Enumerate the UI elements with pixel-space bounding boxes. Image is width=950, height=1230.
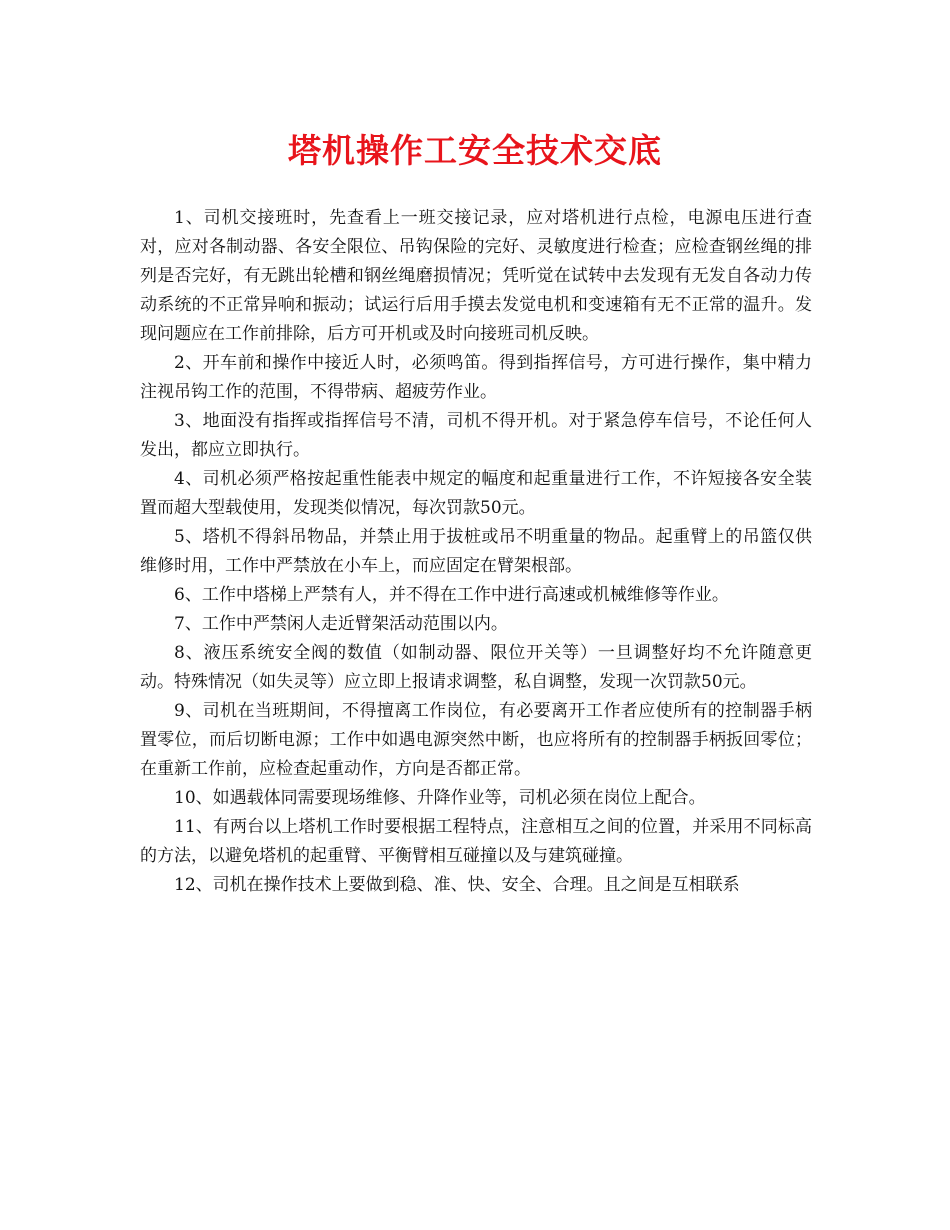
paragraph-4: 4、司机必须严格按起重性能表中规定的幅度和起重量进行工作，不许短接各安全装置而超大型载使用，发现类似情况，每次罚款50元。 [140, 469, 812, 518]
paragraph-5: 5、塔机不得斜吊物品，并禁止用于拔桩或吊不明重量的物品。起重臂上的吊篮仅供维修时用，工作中严禁放在小车上，而应固定在臂架根部。 [140, 527, 812, 576]
paragraph-12: 12、司机在操作技术上要做到稳、准、快、安全、合理。且之间是互相联系 [174, 875, 740, 895]
paragraph-3: 3、地面没有指挥或指挥信号不清，司机不得开机。对于紧急停车信号，不论任何人发出，都应立即执行。 [140, 411, 812, 460]
paragraph-9: 9、司机在当班期间，不得擅离工作岗位，有必要离开工作者应使所有的控制器手柄置零位，而后切断电源；工作中如遇电源突然中断，也应将所有的控制器手柄扳回零位；在重新工作前，应检查起重动作，方向是否都正常。 [140, 701, 812, 779]
document-body [140, 204, 812, 900]
paragraph-8: 8、液压系统安全阀的数值（如制动器、限位开关等）一旦调整好均不允许随意更动。特殊情况（如失灵等）应立即上报请求调整，私自调整，发现一次罚款50元。 [140, 643, 812, 692]
paragraph-6: 6、工作中塔梯上严禁有人，并不得在工作中进行高速或机械维修等作业。 [174, 585, 729, 605]
paragraph-11: 11、有两台以上塔机工作时要根据工程特点，注意相互之间的位置，并采用不同标高的方法，以避免塔机的起重臂、平衡臂相互碰撞以及与建筑碰撞。 [140, 817, 812, 866]
document-title: 塔机操作工安全技术交底 [288, 131, 662, 170]
paragraph-7: 7、工作中严禁闲人走近臂架活动范围以内。 [174, 614, 508, 634]
paragraph-2: 2、开车前和操作中接近人时，必须鸣笛。得到指挥信号，方可进行操作，集中精力注视吊钩工作的范围，不得带病、超疲劳作业。 [140, 353, 812, 402]
paragraph-10: 10、如遇载体同需要现场维修、升降作业等，司机必须在岗位上配合。 [174, 788, 706, 808]
paragraph-1: 1、司机交接班时，先查看上一班交接记录，应对塔机进行点检，电源电压进行查对，应对各制动器、各安全限位、吊钩保险的完好、灵敏度进行检查；应检查钢丝绳的排列是否完好，有无跳出轮槽和钢丝绳磨损情况；凭听觉在试转中去发现有无发自各动力传动系统的不正常异响和振动；试运行后用手摸去发觉电机和变速箱有无不正常的温升。发现问题应在工作前排除，后方可开机或及时向接班司机反映。 [140, 208, 812, 344]
